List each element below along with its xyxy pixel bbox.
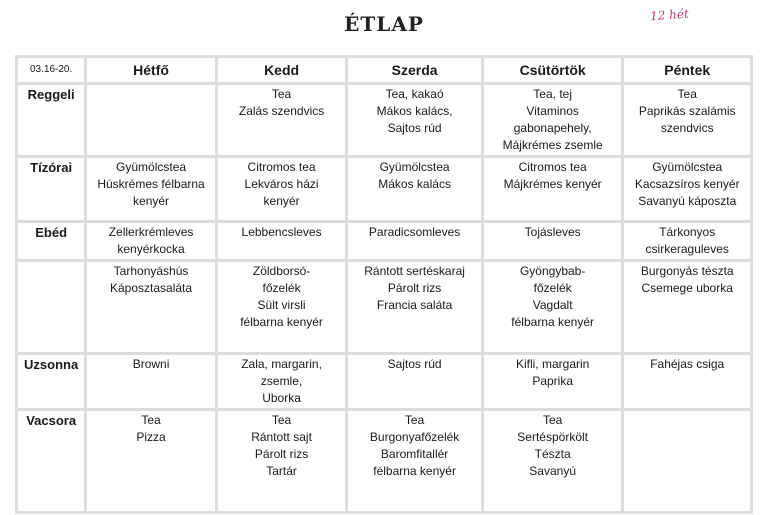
menu-cell xyxy=(348,262,481,352)
menu-cell xyxy=(87,158,215,220)
dish-line: Zöldborsó- xyxy=(252,264,311,278)
menu-cell xyxy=(218,158,346,220)
dish-line: félbarna kenyér xyxy=(511,315,595,329)
menu-cell xyxy=(348,411,481,511)
menu-cell xyxy=(218,85,346,155)
dish-line: Csemege uborka xyxy=(641,281,733,295)
dish-line: Citromos tea xyxy=(518,160,587,174)
dish-line: Fahéjas csiga xyxy=(650,357,725,371)
dish-line: Francia saláta xyxy=(376,298,453,312)
meal-label: Ebéd xyxy=(18,223,84,259)
menu-table xyxy=(15,55,753,514)
dish-line: félbarna kenyér xyxy=(373,464,456,478)
day-header: Csütörtök xyxy=(484,58,622,82)
dish-line: Gyümölcstea xyxy=(116,160,187,174)
dish-line: Tea xyxy=(677,87,697,101)
dish-line: Paradicsomleves xyxy=(368,225,461,239)
menu-cell xyxy=(624,262,750,352)
dish-line: Gyöngybab- xyxy=(519,264,586,278)
dish-line: Rántott sertéskaraj xyxy=(364,264,465,278)
dish-line: Húskrémes félbarna xyxy=(97,177,205,191)
menu-cell xyxy=(624,223,750,259)
menu-cell xyxy=(87,411,215,511)
menu-cell xyxy=(484,262,622,352)
menu-cell xyxy=(484,223,622,259)
day-header: Szerda xyxy=(348,58,481,82)
dish-line: Lebbencsleves xyxy=(241,225,322,239)
dish-line: főzelék xyxy=(262,281,301,295)
dish-line: Baromfitallér xyxy=(380,447,449,461)
dish-line: gabonapehely, xyxy=(513,121,592,135)
dish-line: Zellerkrémleves xyxy=(108,225,194,239)
dish-line: Tartár xyxy=(266,464,297,478)
menu-cell xyxy=(624,411,750,511)
meal-row xyxy=(18,85,750,155)
meal-label: Uzsonna xyxy=(18,355,84,408)
menu-cell xyxy=(218,223,346,259)
dish-line: kenyérkocka xyxy=(117,242,185,256)
dish-line: Burgonyás tészta xyxy=(640,264,734,278)
dish-line: Browni xyxy=(132,357,170,371)
dish-line: Pizza xyxy=(136,430,166,444)
handwritten-note: 12 hét xyxy=(649,6,690,24)
dish-line: Savanyú xyxy=(529,464,576,478)
dish-line: Burgonyafőzelék xyxy=(369,430,460,444)
menu-cell xyxy=(87,85,215,155)
dish-line: Tojásleves xyxy=(524,225,581,239)
meal-row xyxy=(18,411,750,511)
dish-line: Tea xyxy=(141,413,161,427)
dish-line: kenyér xyxy=(133,194,170,208)
menu-cell xyxy=(218,355,346,408)
menu-body xyxy=(18,85,750,511)
meal-row xyxy=(18,223,750,259)
dish-line: félbarna kenyér xyxy=(240,315,323,329)
dish-line: zsemle, xyxy=(260,374,303,388)
dish-line: Paprika xyxy=(532,374,573,388)
dish-line: Párolt rizs xyxy=(387,281,442,295)
meal-label: Reggeli xyxy=(18,85,84,155)
dish-line: főzelék xyxy=(533,281,572,295)
dish-line: Gyümölcstea xyxy=(652,160,723,174)
dish-line: kenyér xyxy=(263,194,300,208)
dish-line: Mákos kalács, xyxy=(376,104,453,118)
dish-line: Tea xyxy=(404,413,425,427)
dish-line: Sajtos rúd xyxy=(387,357,442,371)
meal-row xyxy=(18,355,750,408)
meal-label: Tízórai xyxy=(18,158,84,220)
dish-line: Kifli, margarin xyxy=(515,357,590,371)
meal-row xyxy=(18,158,750,220)
menu-cell xyxy=(87,355,215,408)
dish-line: Rántott sajt xyxy=(251,430,312,444)
date-range: 03.16-20. xyxy=(18,58,84,82)
menu-cell xyxy=(218,262,346,352)
dish-line: Savanyú káposzta xyxy=(638,194,737,208)
menu-cell xyxy=(87,223,215,259)
menu-cell xyxy=(624,85,750,155)
dish-line: Tea xyxy=(271,87,292,101)
menu-cell xyxy=(348,85,481,155)
menu-cell xyxy=(624,158,750,220)
dish-line: Mákos kalács xyxy=(378,177,451,191)
dish-line: Sajtos rúd xyxy=(387,121,442,135)
dish-line: Sült virsli xyxy=(257,298,306,312)
menu-cell xyxy=(87,262,215,352)
menu-cell xyxy=(484,85,622,155)
menu-cell xyxy=(348,355,481,408)
dish-line: Zalás szendvics xyxy=(238,104,325,118)
dish-line: csirkeraguleves xyxy=(645,242,729,256)
dish-line: Májkrémes kenyér xyxy=(503,177,602,191)
meal-label: Vacsora xyxy=(18,411,84,511)
menu-cell xyxy=(484,158,622,220)
meal-row xyxy=(18,262,750,352)
dish-line: Gyümölcstea xyxy=(379,160,450,174)
dish-line: Káposztasaláta xyxy=(110,281,193,295)
dish-line: Párolt rizs xyxy=(254,447,309,461)
menu-title: ÉTLAP xyxy=(344,12,424,36)
dish-line: Zala, margarin, xyxy=(241,357,322,371)
dish-line: Májkrémes zsemle xyxy=(502,138,603,152)
dish-line: Tea, tej xyxy=(533,87,572,101)
day-header: Kedd xyxy=(218,58,346,82)
meal-label xyxy=(18,262,84,352)
dish-line: Paprikás szalámis xyxy=(638,104,736,118)
dish-line: Vagdalt xyxy=(532,298,573,312)
dish-line: Lekváros házi xyxy=(244,177,319,191)
menu-cell xyxy=(348,158,481,220)
dish-line: Tarhonyáshús xyxy=(113,264,189,278)
dish-line: Uborka xyxy=(262,391,301,405)
header-row xyxy=(18,58,750,82)
menu-cell xyxy=(624,355,750,408)
dish-line: Sertéspörkölt xyxy=(517,430,588,444)
dish-line: Tea, kakaó xyxy=(385,87,444,101)
menu-cell xyxy=(348,223,481,259)
day-header: Péntek xyxy=(624,58,750,82)
dish-line: Vitaminos xyxy=(526,104,579,118)
day-header: Hétfő xyxy=(87,58,215,82)
dish-line: szendvics xyxy=(660,121,714,135)
dish-line: Tea xyxy=(542,413,563,427)
dish-line: Tárkonyos xyxy=(659,225,716,239)
menu-cell xyxy=(484,411,622,511)
dish-line: Tea xyxy=(271,413,292,427)
dish-line: Kacsazsíros kenyér xyxy=(634,177,740,191)
dish-line: Citromos tea xyxy=(247,160,316,174)
menu-cell xyxy=(484,355,622,408)
dish-line: Tészta xyxy=(534,447,571,461)
menu-cell xyxy=(218,411,346,511)
